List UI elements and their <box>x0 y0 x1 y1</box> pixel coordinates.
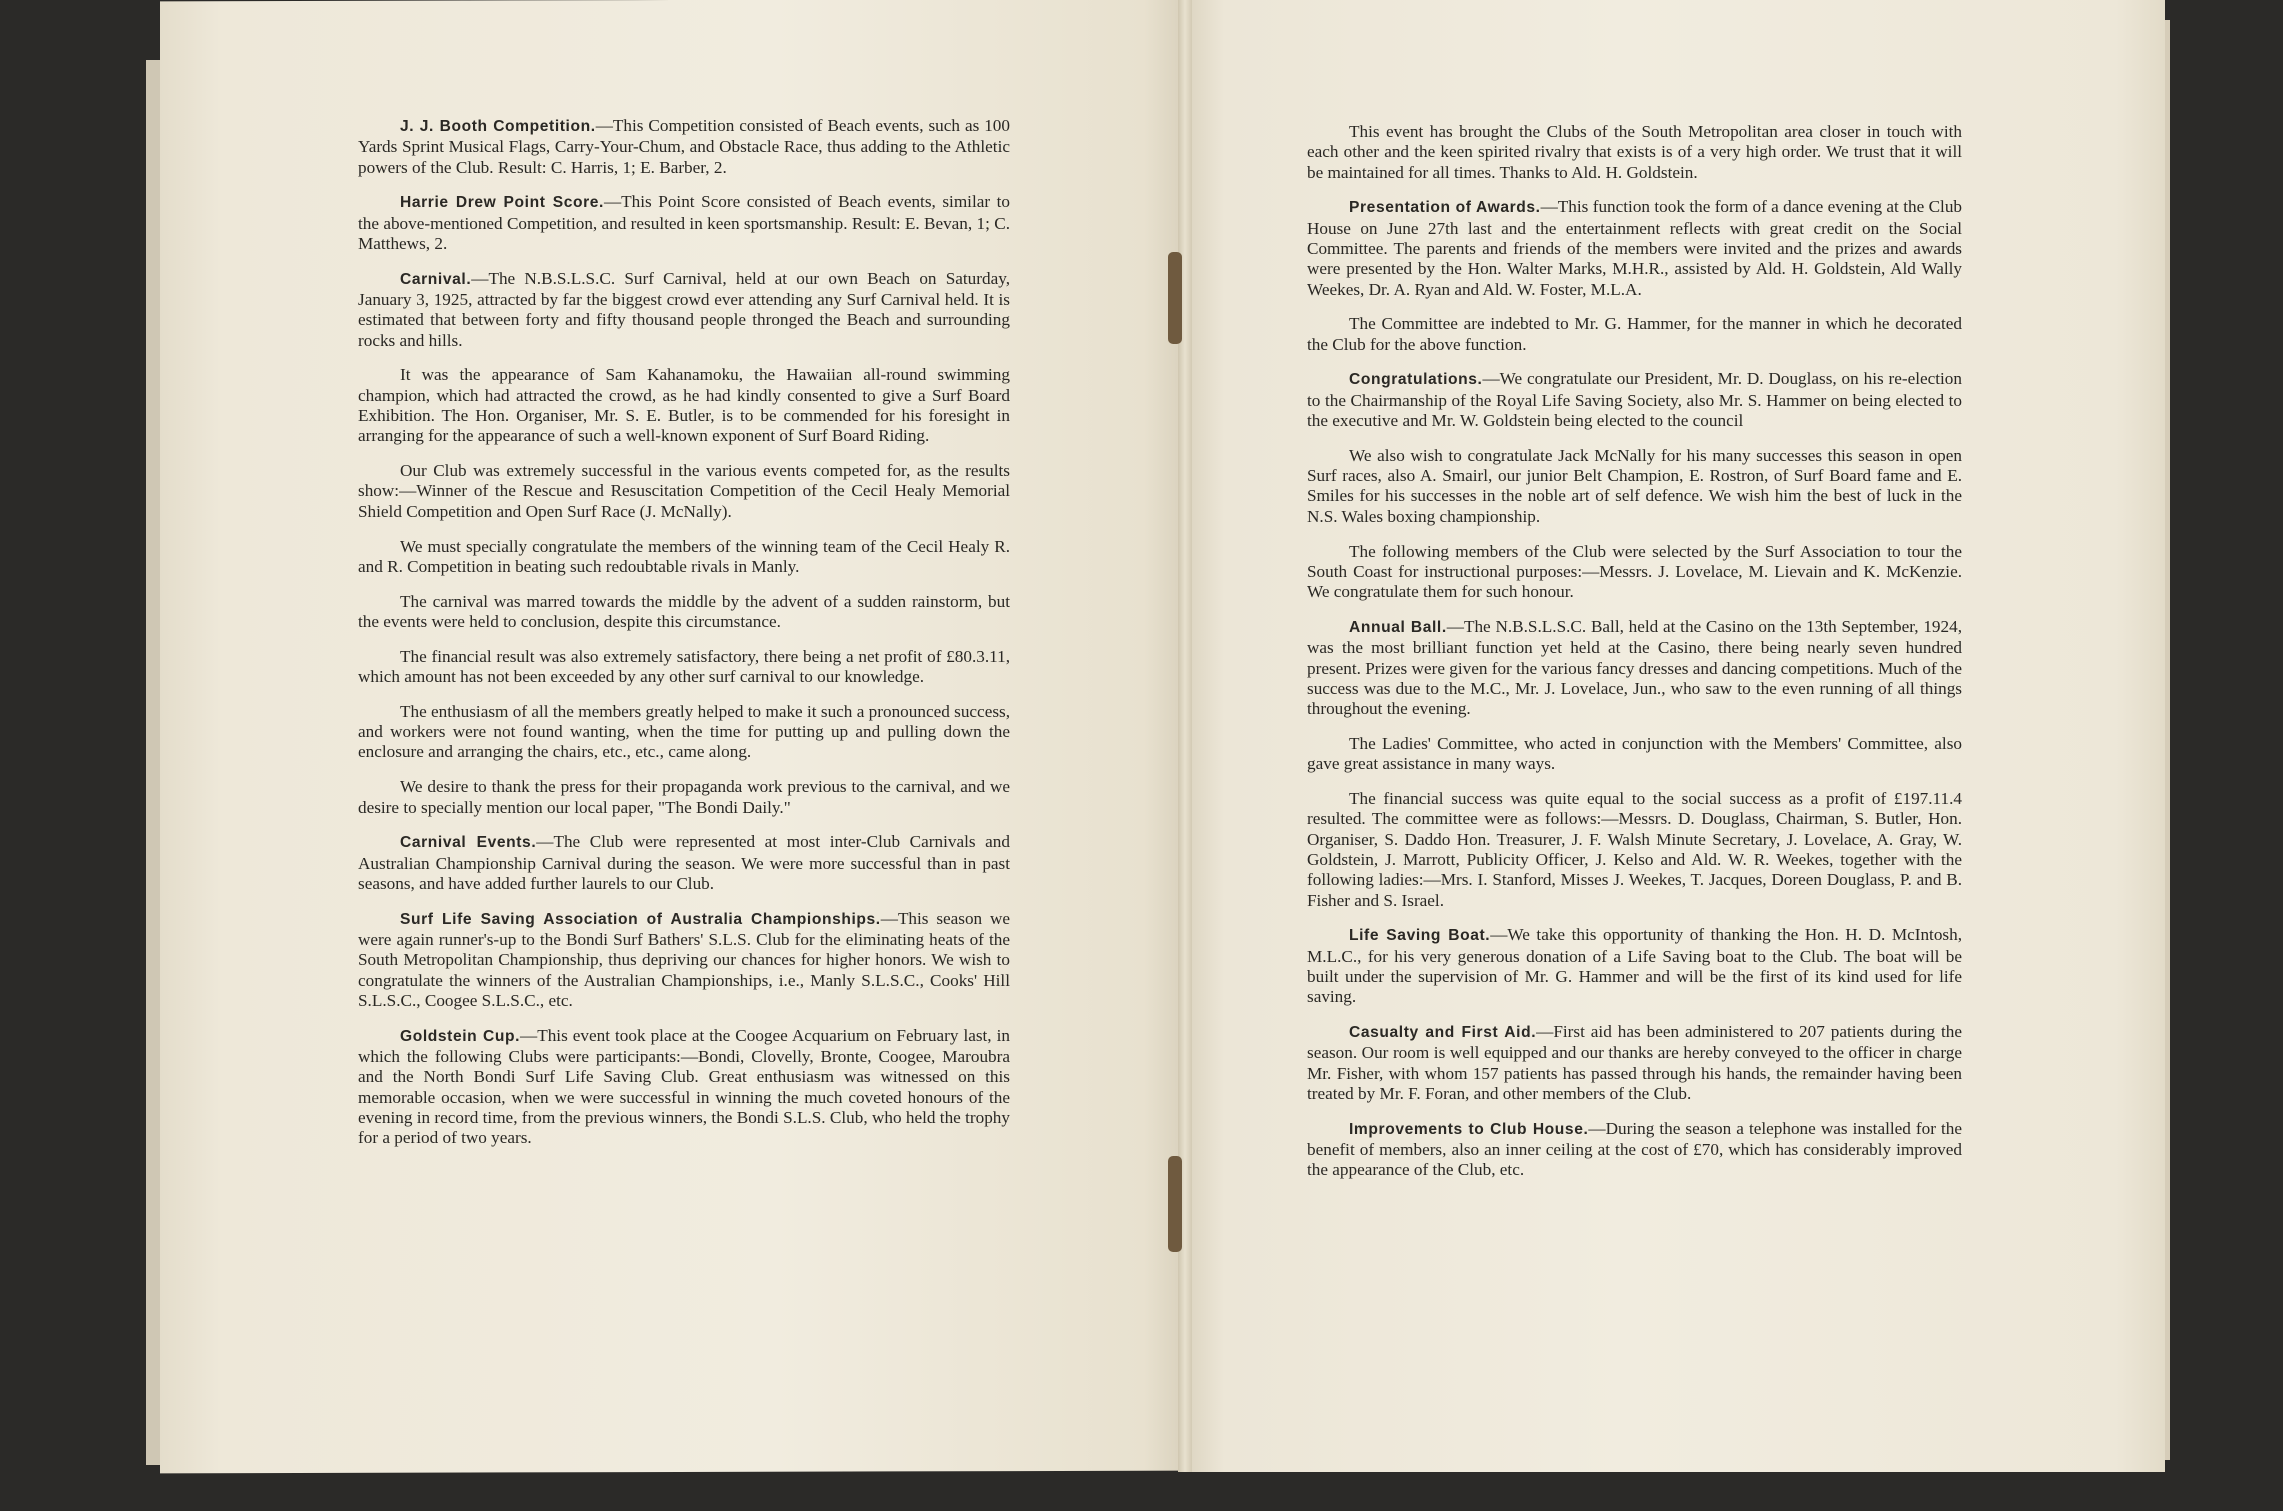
binding-spine <box>1178 0 1192 1472</box>
paragraph-text: The Ladies' Committee, who acted in conjunction with the Members' Committee, also gave great assistance in many ways. <box>1307 733 1962 774</box>
section-heading: J. J. Booth Competition. <box>400 118 596 135</box>
paragraph-text: We desire to thank the press for their propaganda work previous to the carnival, and we desire to specially mention our local paper, "The Bondi Daily." <box>358 777 1010 817</box>
paragraph <box>358 592 1010 633</box>
section-heading: Goldstein Cup. <box>400 1027 521 1045</box>
paragraph-text: We also wish to congratulate Jack McNally for his many successes this season in open Surf races, also A. Smairl, our junior Belt Champion, E. Rostron, of Surf Board fame and E. Smiles for his successes in the noble art of self defence. We wish him the best of luck in the N.S. Wales boxing championship. <box>1307 445 1962 526</box>
paragraph-text: —During the season a telephone was installed for the benefit of members, also an inner ceiling at the cost of £70, which has considerably improved the appearance of the Club, etc. <box>1307 1118 1962 1180</box>
paragraph-text: We must specially congratulate the members of the winning team of the Cecil Healy R. and R. Competition in beating such redoubtable rivals in Manly. <box>358 536 1010 576</box>
paragraph <box>358 647 1010 688</box>
paragraph <box>1307 1119 1962 1181</box>
left-column <box>358 116 1010 1163</box>
paragraph-text: The following members of the Club were selected by the Surf Association to tour the South Coast for instructional purposes:—Messrs. J. Lovelace, M. Lievain and K. McKenzie. We congratulate them for such honour. <box>1307 541 1962 602</box>
paragraph <box>358 909 1010 1011</box>
section-heading: Improvements to Club House. <box>1349 1120 1589 1138</box>
paragraph-text: —This Competition consisted of Beach events, such as 100 Yards Sprint Musical Flags, Carry-Your-Chum, and Obstacle Race, thus adding to the Athletic powers of the Club. Result: C. Harris, 1; E. Barber, 2. <box>358 116 1010 177</box>
paragraph <box>1307 369 1962 431</box>
paragraph-text: —First aid has been administered to 207 patients during the season. Our room is well equipped and our thanks are hereby conveyed to the officer in charge Mr. Fisher, with whom 157 patients has passed through his hands, the remainder having been treated by Mr. F. Foran, and other members of the Club. <box>1307 1021 1962 1103</box>
paragraph <box>1307 734 1962 775</box>
section-heading: Life Saving Boat. <box>1349 927 1491 945</box>
section-heading: Carnival. <box>400 270 472 288</box>
paragraph-text: The enthusiasm of all the members greatly helped to make it such a pronounced success, and workers were not found wanting, when the time for putting up and pulling down the enclosure and arranging the chairs, etc., etc., came along. <box>358 701 1010 762</box>
section-heading: Presentation of Awards. <box>1349 199 1541 217</box>
paragraph-text: —The N.B.S.L.S.C. Surf Carnival, held at our own Beach on Saturday, January 3, 1925, attracted by far the biggest crowd ever attending any Surf Carnival held. It is estimated that between forty and fifty thousand people thronged the Beach and surrounding rocks and hills. <box>358 268 1010 350</box>
staple-bottom <box>1168 1156 1182 1252</box>
paragraph <box>1307 789 1962 911</box>
paragraph-text: —We congratulate our President, Mr. D. Douglass, on his re-election to the Chairmanship of the Royal Life Saving Society, also Mr. S. Hammer on being elected to the executive and Mr. W. Goldstein being elected to the council <box>1307 369 1962 431</box>
paragraph <box>1307 925 1962 1007</box>
paragraph <box>358 832 1010 894</box>
paragraph <box>358 365 1010 446</box>
paragraph-text: It was the appearance of Sam Kahanamoku, the Hawaiian all-round swimming champion, which had attracted the crowd, as he had kindly consented to give a Surf Board Exhibition. The Hon. Organiser, Mr. S. E. Butler, is to be commended for his foresight in arranging for the appearance of such a well-known exponent of Surf Board Riding. <box>358 365 1010 446</box>
paragraph <box>358 116 1010 178</box>
paragraph-text: —This season we were again runner's-up to the Bondi Surf Bathers' S.L.S. Club for the eliminating heats of the South Metropolitan Championship, thus depriving our chances for higher honors. We wish to congratulate the winners of the Australian Championships, i.e., Manly S.L.S.C., Cooks' Hill S.L.S.C., Coogee S.L.S.C., etc. <box>358 908 1010 1010</box>
paragraph-text: —This event took place at the Coogee Acquarium on February last, in which the following Clubs were participants:—Bondi, Clovelly, Bronte, Coogee, Maroubra and the North Bondi Surf Life Saving Club. Great enthusiasm was witnessed on this memorable occasion, when we were successful in winning the much coveted honours of the evening in record time, from the previous winners, the Bondi S.L.S. Club, who held the trophy for a period of two years. <box>358 1025 1010 1148</box>
paragraph-text: The financial success was quite equal to the social success as a profit of £197.11.4 resulted. The committee were as follows:—Messrs. D. Douglass, Chairman, S. Butler, Hon. Organiser, S. Daddo Hon. Treasurer, J. F. Walsh Minute Secretary, J. Lovelace, A. Gray, W. Goldstein, J. Marrott, Publicity Officer, J. Kelso and Ald. W. R. Weekes, together with the following ladies:—Mrs. I. Stanford, Misses J. Weekes, T. Jacques, Doreen Douglass, P. and B. Fisher and S. Israel. <box>1307 789 1962 910</box>
paragraph-text: —The Club were represented at most inter-Club Carnivals and Australian Championship Carnival during the season. We were more successful than in past seasons, and have added further laurels to our Club. <box>358 832 1010 893</box>
paragraph <box>1307 617 1962 719</box>
paragraph <box>358 192 1010 254</box>
section-heading: Casualty and First Aid. <box>1349 1023 1537 1041</box>
paragraph-text: —The N.B.S.L.S.C. Ball, held at the Casino on the 13th September, 1924, was the most brilliant function yet held at the Casino, there being nearly seven hundred present. Prizes were given for the various fancy dresses and dancing competitions. Much of the success was due to the M.C., Mr. J. Lovelace, Jun., who saw to the even running of all things throughout the evening. <box>1307 616 1962 719</box>
paragraph-text: —We take this opportunity of thanking the Hon. H. D. McIntosh, M.L.C., for his very generous donation of a Life Saving boat to the Club. The boat will be built under the supervision of Mr. G. Hammer and will be the first of its kind used for life saving. <box>1307 925 1963 1007</box>
section-heading: Annual Ball. <box>1349 618 1447 636</box>
paragraph <box>358 537 1010 578</box>
paragraph-text: —This Point Score consisted of Beach events, similar to the above-mentioned Competition, and resulted in keen sportsmanship. Result: E. Bevan, 1; C. Matthews, 2. <box>358 192 1010 253</box>
paragraph <box>1307 1022 1962 1104</box>
paragraph-text: —This function took the form of a dance evening at the Club House on June 27th last and the entertainment reflects with great credit on the Social Committee. The parents and friends of the members were invited and the prizes and awards were presented by the Hon. Walter Marks, M.H.R., assisted by Ald. H. Goldstein, Ald Wally Weekes, Dr. A. Ryan and Ald. W. Foster, M.L.A. <box>1307 197 1963 299</box>
paragraph <box>358 461 1010 522</box>
paragraph <box>358 1026 1010 1149</box>
section-heading: Carnival Events. <box>400 834 537 852</box>
paragraph <box>1307 446 1962 527</box>
right-column <box>1307 122 1962 1195</box>
section-heading: Surf Life Saving Association of Australia Championships. <box>400 910 881 928</box>
section-heading: Congratulations. <box>1349 371 1483 389</box>
paragraph-text: Our Club was extremely successful in the various events competed for, as the results show:—Winner of the Rescue and Resuscitation Competition of the Cecil Healy Memorial Shield Competition and Open Surf Race (J. McNally). <box>358 461 1010 521</box>
paragraph <box>1307 197 1962 299</box>
paragraph-text: This event has brought the Clubs of the South Metropolitan area closer in touch with each other and the keen spirited rivalry that exists is of a very high order. We trust that it will be maintained for all times. Thanks to Ald. H. Goldstein. <box>1307 122 1962 182</box>
paragraph <box>358 777 1010 818</box>
paragraph <box>1307 314 1962 355</box>
paragraph-text: The financial result was also extremely satisfactory, there being a net profit of £80.3.11, which amount has not been exceeded by any other surf carnival to our knowledge. <box>358 646 1010 687</box>
staple-top <box>1168 252 1182 344</box>
paragraph <box>1307 542 1962 603</box>
paragraph-text: The Committee are indebted to Mr. G. Hammer, for the manner in which he decorated the Club for the above function. <box>1307 314 1962 354</box>
section-heading: Harrie Drew Point Score. <box>400 194 604 212</box>
paragraph <box>358 702 1010 763</box>
paragraph <box>358 269 1010 351</box>
paragraph <box>1307 122 1962 183</box>
paragraph-text: The carnival was marred towards the middle by the advent of a sudden rainstorm, but the events were held to conclusion, despite this circumstance. <box>358 591 1010 631</box>
